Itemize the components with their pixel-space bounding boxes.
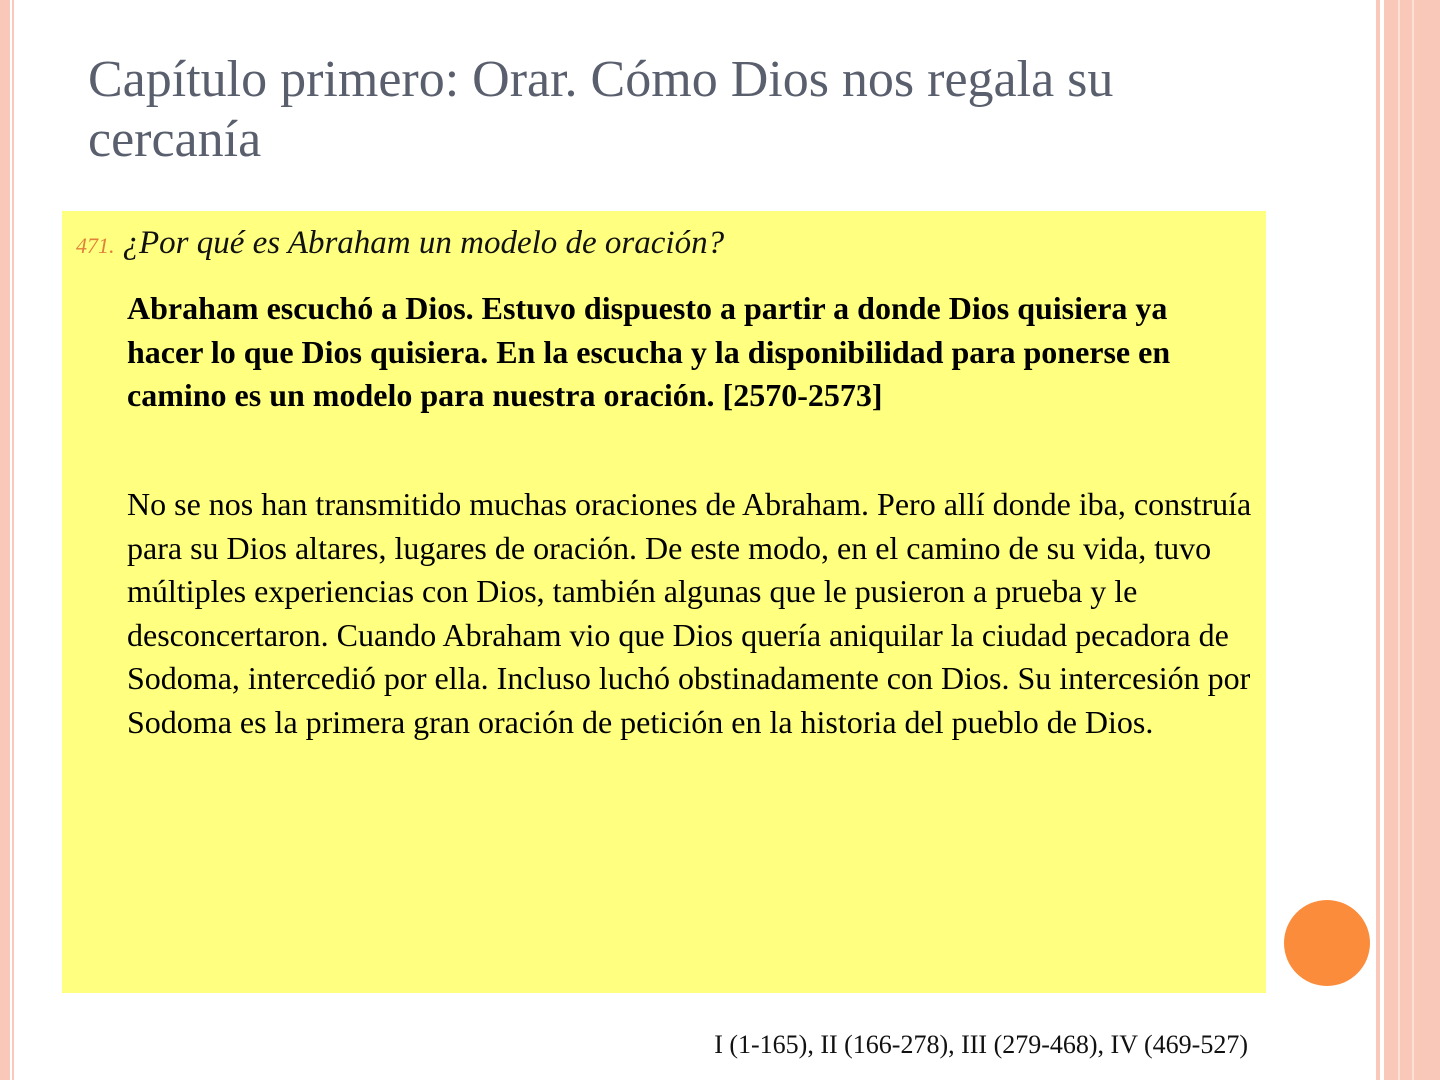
left-border-stripe: [0, 0, 10, 1080]
accent-circle: [1284, 900, 1370, 986]
right-border-stripe-3: [1400, 0, 1412, 1080]
right-border-stripe-1: [1376, 0, 1380, 1080]
answer-summary: Abraham escuchó a Dios. Estuvo dispuesto a partir a donde Dios quisiera ya hacer lo que Dios quisiera. En la escucha y la disponibilidad para ponerse en camino es un modelo para nuestra oración. [2570-2573]: [127, 290, 1171, 413]
slide-title: Capítulo primero: Orar. Cómo Dios nos regala su cercanía: [88, 51, 1114, 168]
question: [76, 225, 1256, 262]
right-border-stripe-4: [1414, 0, 1440, 1080]
footer-section-index: I (1-165), II (166-278), III (279-468), IV (469-527): [714, 1030, 1248, 1059]
answer-body: No se nos han transmitido muchas oraciones de Abraham. Pero allí donde iba, construía para su Dios altares, lugares de oración. De este modo, en el camino de su vida, tuvo múltiples experiencias con Dios, también algunas que le pusieron a prueba y le desconcertaron. Cuando Abraham vio que Dios quería aniquilar la ciudad pecadora de Sodoma, intercedió por ella. Incluso luchó obstinadamente con Dios. Su intercesión por Sodoma es la primera gran oración de petición en la historia del pueblo de Dios.: [127, 486, 1252, 740]
question-text: ¿Por qué es Abraham un modelo de oración?: [122, 225, 725, 261]
right-border-stripe-2: [1384, 0, 1398, 1080]
question-number: 471.: [76, 233, 115, 258]
content-box: [62, 211, 1266, 993]
left-border-line: [12, 0, 14, 1080]
